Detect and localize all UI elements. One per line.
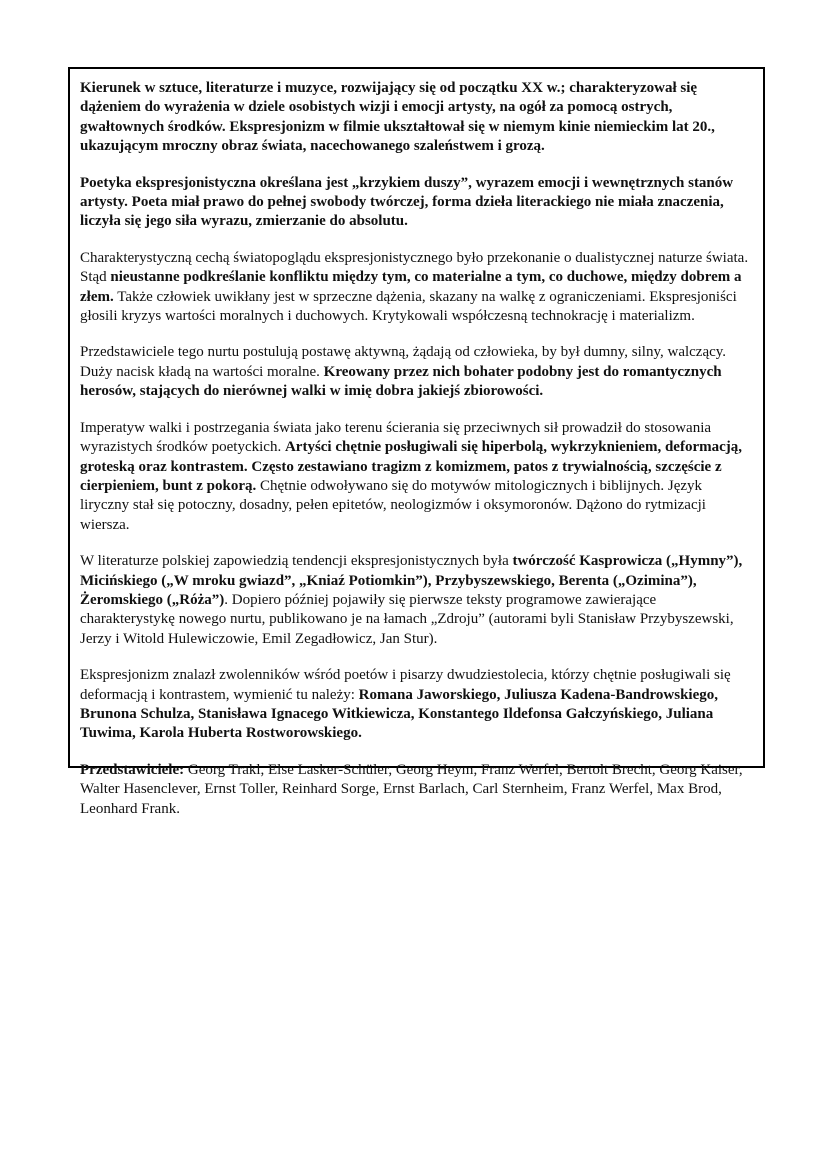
paragraph-interwar xyxy=(80,666,754,744)
paragraph-means xyxy=(80,419,754,535)
text-segment: Georg Trakl, Else Lasker-Schüler, Georg Heym, Franz Werfel, Bertolt Brecht, Georg Kaiser, Walter Hasenclever, Ernst Toller, Reinhard Sorge, Ernst Barlach, Carl Sternheim, Franz Werfel, Max Brod, Leonhard Frank. xyxy=(80,761,743,817)
text-segment: Charakterystyczną cechą światopoglądu ekspresjonistycznego było przekonanie o dualistycznej naturze świata. Stąd xyxy=(80,249,749,286)
text-segment: . Dopiero później pojawiły się pierwsze teksty programowe zawierające charakterystykę nowego nurtu, publikowano je na łamach „Zdroju” (autorami byli Stanisław Przybyszewski, Jerzy i Witold Hulewiczowie, Emil Zegadłowicz, Jan Stur). xyxy=(80,591,734,647)
paragraph-poetics xyxy=(80,174,754,232)
paragraph-attitude xyxy=(80,343,754,401)
paragraph-representatives xyxy=(80,761,754,819)
text-segment: Także człowiek uwikłany jest w sprzeczne dążenia, skazany na walkę z ograniczeniami. Ekspresjoniści głosili kryzys wartości moralnych i duchowych. Krytykowali współczesną technokrację i materializm. xyxy=(80,288,737,325)
text-segment: Imperatyw walki i postrzegania świata jako terenu ścierania się przeciwnych sił prowadził do stosowania wyrazistych środków poetyckich. xyxy=(80,419,712,456)
text-segment: Artyści chętnie posługiwali się hiperbolą, wykrzyknieniem, deformacją, groteską oraz kontrastem. Często zestawiano tragizm z komizmem, patos z trywialnością, szczęście z cierpieniem, bunt z pokorą. xyxy=(80,439,742,494)
text-segment: W literaturze polskiej zapowiedzią tendencji ekspresjonistycznych była xyxy=(80,553,513,570)
text-box xyxy=(68,67,765,817)
text-segment: Chętnie odwoływano się do motywów mitologicznych i biblijnych. Język liryczny stał się potoczny, dosadny, pełen epitetów, neologizmów i oksymoronów. Dążono do rytmizacji wiersza. xyxy=(80,477,706,533)
paragraph-worldview xyxy=(80,249,754,327)
text-segment: Kreowany przez nich bohater podobny jest do romantycznych herosów, stających do nierównej walki w imię dobra jakiejś zbiorowości. xyxy=(80,363,722,400)
text-segment: Ekspresjonizm znalazł zwolenników wśród poetów i pisarzy dwudziestolecia, którzy chętnie posługiwali się deformacją i kontrastem, wymienić tu należy: xyxy=(80,667,731,703)
text-segment: nieustanne podkreślanie konfliktu między tym, co materialne a tym, co duchowe, między dobrem a złem. xyxy=(80,269,742,305)
text-segment: twórczość Kasprowicza („Hymny”), Micińskiego („W mroku gwiazd”, „Kniaź Potiomkin”), Przybyszewskiego, Berenta („Ozimina”), Żeromskiego („Róża”) xyxy=(80,553,743,608)
text-segment: Poetyka ekspresjonistyczna określana jest „krzykiem duszy”, wyrazem emocji i wewnętrznych stanów artysty. Poeta miał prawo do pełnej swobody twórczej, forma dzieła literackiego nie miała znaczenia, liczyła się jego siła wyrazu, zmierzanie do absolutu. xyxy=(80,174,734,230)
text-segment: Przedstawiciele: xyxy=(80,761,185,778)
text-segment: Romana Jaworskiego, Juliusza Kadena-Bandrowskiego, Brunona Schulza, Stanisława Ignacego Witkiewicza, Konstantego Ildefonsa Gałczyńskiego, Juliana Tuwima, Karola Huberta Rostworowskiego. xyxy=(80,686,719,742)
text-segment: Kierunek w sztuce, literaturze i muzyce, rozwijający się od początku XX w.; charakteryzował się dążeniem do wyrażenia w dziele osobistych wizji i emocji artysty, na ogół za pomocą ostrych, gwałtownych środków. Ekspresjonizm w filmie ukształtował się w niemym kinie niemieckim lat 20., ukazującym mroczny obraz świata, nacechowanego szaleństwem i grozą. xyxy=(80,80,715,155)
paragraph-polish-literature xyxy=(80,552,754,649)
text-segment: Przedstawiciele tego nurtu postulują postawę aktywną, żądają od człowieka, by był dumny, silny, walczący. Duży nacisk kładą na wartości moralne. xyxy=(80,344,727,380)
paragraph-definition xyxy=(80,79,754,157)
